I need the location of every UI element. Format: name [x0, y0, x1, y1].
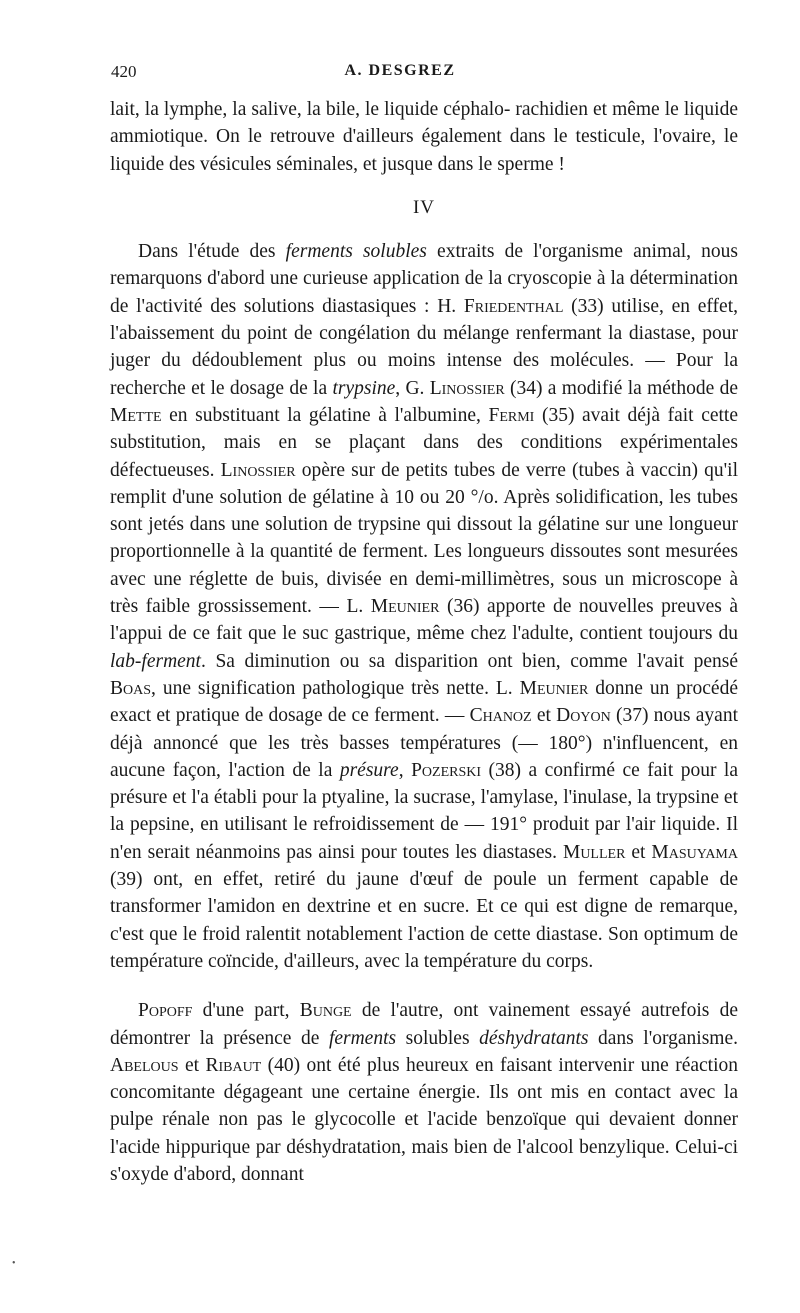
author-name: Friedenthal: [463, 295, 564, 317]
paragraph: [110, 96, 738, 178]
text-run: . Sa diminution ou sa disparition ont bien, comme l'avait pensé: [200, 650, 738, 672]
text-run: de l'autre, ont vainement essayé autrefois de démontrer la présence de: [110, 1000, 738, 1049]
author-name: Masuyama: [651, 841, 738, 863]
author-name: Muller: [562, 841, 626, 863]
italic-term: déshydratants: [479, 1027, 589, 1049]
author-name: Popoff: [138, 1000, 193, 1022]
text-run: (38) a confirmé ce fait pour la présure et l'a établi pour la ptyaline, la sucrase, l'amylase, l'inulase, la trypsine et la pepsine, en utilisant le refroidissement de — 191° produit par l'air liquide. Il n'en serait néanmoins pas ainsi pour toutes les diastases.: [110, 759, 739, 863]
margin-mark: •: [12, 1258, 16, 1269]
text-run: (34) a modifié la méthode de: [504, 377, 738, 399]
text-run: d'une part,: [192, 1000, 300, 1022]
page-number: 420: [111, 62, 137, 81]
text-run: et: [625, 841, 652, 863]
author-name: Linossier: [220, 459, 296, 481]
author-name: Meunier: [370, 596, 440, 618]
text-run: donne un procédé exact et pratique de dosage de ce ferment. —: [110, 677, 738, 727]
author-name: Doyon: [556, 705, 611, 727]
text-run: et: [178, 1054, 206, 1076]
section-heading: IV: [412, 196, 436, 218]
text-run: ,: [398, 759, 412, 781]
text-run: dans l'organisme.: [588, 1027, 738, 1049]
text-run: et: [531, 705, 557, 727]
text-run: Dans l'étude des: [138, 241, 286, 263]
author-name: Ribaut: [205, 1054, 262, 1076]
text-run: en substituant la gélatine à l'albumine,: [161, 404, 489, 426]
text-run: (40) ont été plus heureux en faisant intervenir une réaction concomitante dégageant une certaine énergie. Ils ont mis en contact avec la pulpe rénale non pas le glycocolle et l'acide benzoïque qui devaient donner l'acide hippurique par déshydratation, mais bien de l'alcool benzylique. Celui-ci s'oxyde d'abord, donnant: [110, 1054, 739, 1185]
text-run: (35) avait déjà fait cette substitution, mais en se plaçant dans des conditions expérimentales défectueuses.: [110, 404, 738, 481]
italic-term: ferments solubles: [285, 241, 427, 263]
author-name: Abelous: [110, 1054, 179, 1076]
text-run: , une signification pathologique très nette. L.: [151, 677, 520, 699]
paragraph: [110, 997, 738, 1188]
italic-term: présure: [339, 759, 399, 781]
running-head: A. DESGREZ: [344, 62, 456, 79]
page-header: [0, 62, 800, 90]
paragraph: [110, 238, 738, 975]
text-run: (36) apporte de nouvelles preuves à l'appui de ce fait que le suc gastrique, même chez l'adulte, contient toujours du: [110, 596, 738, 645]
text-run: solubles: [396, 1027, 480, 1049]
text-run: lait, la lymphe, la salive, la bile, le liquide céphalo- rachidien et même le liquide ammiotique. On le retrouve d'ailleurs également dans le testicule, l'ovaire, le liquide des vésicules séminales, et jusque dans le sperme !: [110, 99, 738, 175]
author-name: Pozerski: [411, 759, 482, 781]
text-run: (37) nous ayant déjà annoncé que les très basses températures (— 180°) n'influencent, en aucune façon, l'action de la: [110, 705, 738, 781]
text-run: extraits de l'organisme animal, nous remarquons d'abord une curieuse application de la cryoscopie à la détermination de l'activité des solutions diastasiques : H.: [110, 241, 738, 317]
author-name: Boas: [110, 677, 152, 699]
author-name: Chanoz: [469, 705, 532, 727]
text-run: opère sur de petits tubes de verre (tubes à vaccin) qu'il remplit d'une solution de gélatine à 10 ou 20 °/o. Après solidification, les tubes sont jetés dans une solution de trypsine qui dissout la gélatine sur une longueur proportionnelle à la quantité de ferment. Les longueurs dissoutes sont mesurées avec une réglette de buis, divisée en demi-millimètres, sous un microscope à très faible grossissement. — L.: [110, 459, 739, 618]
italic-term: lab-ferment: [110, 650, 201, 672]
author-name: Meunier: [519, 677, 589, 699]
body-text: [110, 96, 738, 1188]
text-run: (39) ont, en effet, retiré du jaune d'œuf de poule un ferment capable de transformer l'amidon en dextrine et en sucre. Et ce qui est digne de remarque, c'est que le froid ralentit notablement l'action de cette diastase. Son optimum de température coïncide, d'ailleurs, avec la température du corps.: [110, 869, 738, 972]
italic-term: trypsine: [332, 377, 396, 399]
text-run: , G.: [395, 377, 430, 399]
italic-term: ferments: [328, 1027, 397, 1049]
author-name: Linossier: [429, 377, 505, 399]
author-name: Fermi: [488, 404, 535, 426]
author-name: Mette: [110, 404, 162, 426]
author-name: Bunge: [299, 1000, 352, 1022]
text-run: (33) utilise, en effet, l'abaissement du point de congélation du mélange renfermant la diastase, pour juger du dédoublement plus ou moins intense des molécules. — Pour la recherche et le dosage de la: [110, 295, 738, 399]
